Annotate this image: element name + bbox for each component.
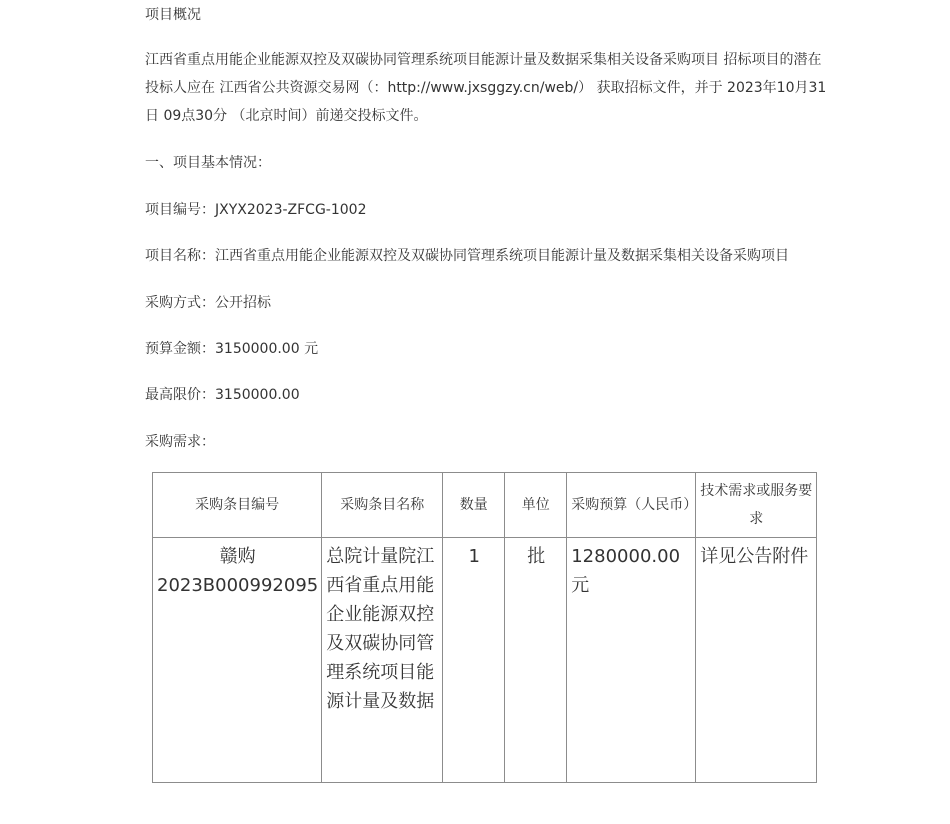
intro-line: 投标人应在 江西省公共资源交易网（：http://www.jxsggzy.cn/web/） 获取招标文件，并于 2023年10月31	[145, 80, 827, 96]
header-quantity: 数量	[443, 473, 505, 538]
table-row	[153, 538, 817, 783]
max-price: 最高限价：3150000.00	[145, 387, 300, 403]
header-unit: 单位	[505, 473, 567, 538]
header-item-name: 采购条目名称	[322, 473, 443, 538]
cell-requirements: 详见公告附件	[696, 538, 817, 783]
cell-quantity: 1	[443, 538, 505, 783]
procurement-table	[152, 472, 817, 783]
header-item-number: 采购条目编号	[153, 473, 322, 538]
basic-info-heading: 一、项目基本情况：	[145, 155, 271, 171]
cell-item-number: 赣购2023B000992095	[153, 538, 322, 783]
section-title: 项目概况	[145, 7, 201, 23]
project-name: 项目名称：江西省重点用能企业能源双控及双碳协同管理系统项目能源计量及数据采集相关设备采购项目	[145, 248, 789, 264]
intro-line: 日 09点30分 （北京时间）前递交投标文件。	[145, 108, 428, 124]
procurement-method: 采购方式：公开招标	[145, 295, 271, 311]
cell-budget: 1280000.00元	[567, 538, 696, 783]
intro-line: 江西省重点用能企业能源双控及双碳协同管理系统项目能源计量及数据采集相关设备采购项目 招标项目的潜在	[145, 52, 822, 68]
requirements-label: 采购需求：	[145, 434, 215, 450]
cell-unit: 批	[505, 538, 567, 783]
header-requirements: 技术需求或服务要求	[696, 473, 817, 538]
budget-amount: 预算金额：3150000.00 元	[145, 341, 319, 357]
intro-paragraph	[145, 46, 826, 130]
project-number: 项目编号：JXYX2023-ZFCG-1002	[145, 202, 367, 218]
cell-item-name: 总院计量院江西省重点用能企业能源双控及双碳协同管理系统项目能源计量及数据	[322, 538, 443, 783]
table-header-row	[153, 473, 817, 538]
header-budget: 采购预算（人民币）	[567, 473, 696, 538]
